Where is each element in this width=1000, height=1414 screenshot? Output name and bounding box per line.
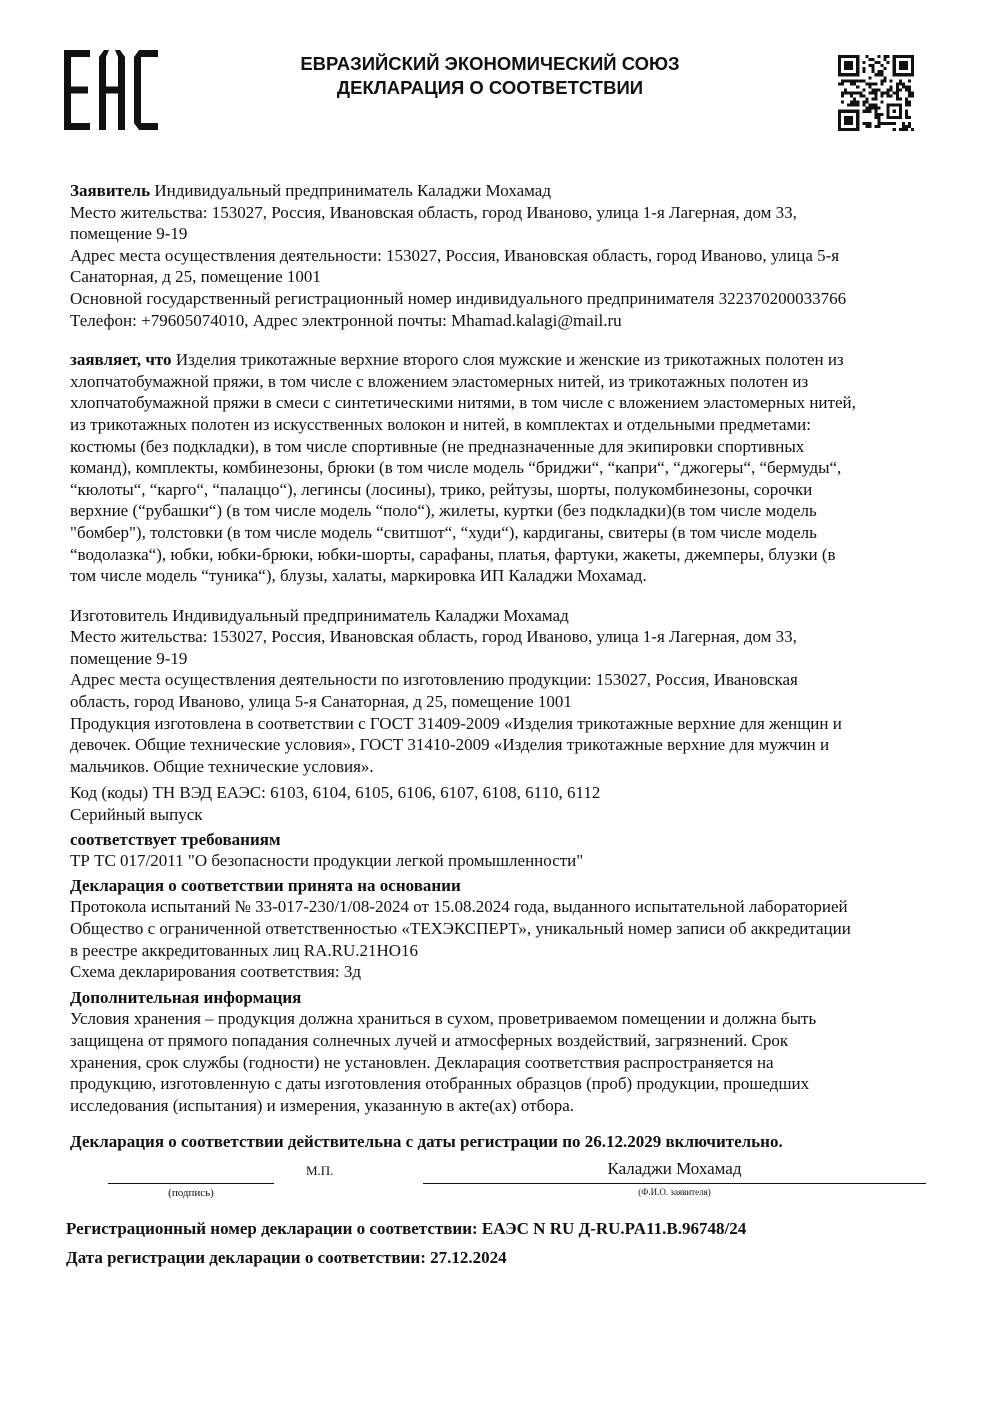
header-titles: [200, 52, 780, 100]
text-line: защищена от прямого попадания солнечных лучей и атмосферных воздействий, загрязнений. Срок: [70, 1030, 789, 1050]
codes-section: [70, 782, 930, 825]
text-line: Санаторная, д 25, помещение 1001: [70, 267, 321, 287]
text-line: Место жительства: 153027, Россия, Ивановская область, город Иваново, улица 1-я Лагерная, дом 33,: [70, 627, 797, 647]
text-line: верхние (“рубашки“) (в том числе модель “поло“), жилеты, куртки (без подкладки)(в том числе модель: [70, 501, 817, 521]
applicant-label: Заявитель: [70, 181, 151, 200]
text-line: помещение 9-19: [70, 224, 188, 244]
text-line: Изготовитель Индивидуальный предприниматель Каладжи Мохамад: [70, 605, 569, 625]
signatory-name: Каладжи Мохамад: [607, 1159, 742, 1178]
text-line: в реестре аккредитованных лиц RA.RU.21НО16: [70, 940, 419, 960]
text-line: помещение 9-19: [70, 648, 188, 668]
text-line: Протокола испытаний № 33-017-230/1/08-2024 от 15.08.2024 года, выданного испытательной лабораторией: [70, 897, 848, 917]
manufacturer-section: [70, 605, 930, 778]
validity-statement: Декларация о соответствии действительна с даты регистрации по 26.12.2029 включительно.: [70, 1132, 783, 1151]
requirements-section: [70, 829, 930, 872]
text-line: хлопчатобумажной пряжи в смеси с синтетическими нитями, в том числе с вложением эластомерных нитей,: [70, 393, 856, 413]
seal-placeholder: М.П.: [306, 1163, 334, 1178]
declaration-body: [70, 180, 930, 1116]
union-title: ЕВРАЗИЙСКИЙ ЭКОНОМИЧЕСКИЙ СОЮЗ: [300, 53, 680, 74]
text-line: Основной государственный регистрационный номер индивидуального предпринимателя 322370200033766: [70, 288, 847, 308]
text-line: хлопчатобумажной пряжи, в том числе с вложением эластомерных нитей, из трикотажных полотен из: [70, 371, 809, 391]
text-line: хранения, срок службы (годности) не установлен. Декларация соответствия распространяется на: [70, 1052, 774, 1072]
additional-info-section: [70, 987, 930, 1117]
requirements-label: соответствует требованиям: [70, 829, 281, 849]
signature-caption: (подпись): [168, 1187, 214, 1199]
qr-code: [838, 55, 914, 131]
additional-info-label: Дополнительная информация: [70, 987, 302, 1007]
fio-line: [423, 1183, 926, 1184]
basis-section: [70, 875, 930, 983]
product-description-start: Изделия трикотажные верхние второго слоя мужские и женские из трикотажных полотен из: [171, 350, 844, 370]
text-line: область, город Иваново, улица 5-я Санаторная, д 25, помещение 1001: [70, 692, 572, 712]
registration-date: Дата регистрации декларации о соответствии: 27.12.2024: [66, 1248, 507, 1267]
text-line: "бомбер"), толстовки (в том числе модель “свитшот“, “худи“), кардиганы, свитеры (в том числе модель: [70, 522, 817, 542]
eac-logo: [64, 50, 158, 130]
text-line: Продукция изготовлена в соответствии с ГОСТ 31409-2009 «Изделия трикотажные верхние для женщин и: [70, 713, 842, 733]
signature-line: [108, 1183, 274, 1184]
text-line: костюмы (без подкладки), в том числе спортивные (не предназначенные для экипировки спортивных: [70, 436, 805, 456]
text-line: Адрес места осуществления деятельности по изготовлению продукции: 153027, Россия, Ивановская: [70, 670, 798, 690]
text-line: команд), комплекты, комбинезоны, брюки (в том числе модель “бриджи“, “капри“, “джогеры“, “бермуды“,: [70, 458, 842, 478]
text-line: девочек. Общие технические условия», ГОСТ 31410-2009 «Изделия трикотажные верхние для мужчин и: [70, 735, 830, 755]
fio-caption: (Ф.И.О. заявителя): [638, 1187, 711, 1197]
text-line: исследования (испытания) и измерения, указанную в акте(ах) отбора.: [70, 1095, 575, 1115]
requirements-value: ТР ТС 017/2011 "О безопасности продукции легкой промышленности": [70, 851, 584, 871]
text-line: Общество с ограниченной ответственностью «ТЕХЭКСПЕРТ», уникальный номер записи об аккредитации: [70, 919, 851, 938]
text-line: “кюлоты“, “карго“, “палаццо“), легинсы (лосины), трико, рейтузы, шорты, полукомбинезоны, сорочки: [70, 479, 813, 499]
basis-label: Декларация о соответствии принята на основании: [70, 875, 461, 895]
text-line: том числе модель “туника“), блузы, халаты, маркировка ИП Каладжи Мохамад.: [70, 566, 647, 586]
text-line: из трикотажных полотен из искусственных волокон и нитей, в комплектах и отдельными предметами:: [70, 414, 811, 434]
text-line: Схема декларирования соответствия: 3д: [70, 962, 361, 982]
text-line: Адрес места осуществления деятельности: 153027, Россия, Ивановская область, город Иваново, улица 5-я: [70, 245, 840, 265]
document-title: ДЕКЛАРАЦИЯ О СООТВЕТСТВИИ: [336, 77, 644, 98]
applicant-section: [70, 180, 930, 331]
serial-production: Серийный выпуск: [70, 805, 203, 825]
applicant-heading-line: [70, 180, 930, 202]
text-line: “водолазка“), юбки, юбки-брюки, юбки-шорты, сарафаны, платья, фартуки, жакеты, джемперы, блузки (в: [70, 544, 836, 564]
declares-label: заявляет, что: [70, 350, 172, 370]
text-line: продукцию, изготовленную с даты изготовления отобранных образцов (проб) продукции, прошедших: [70, 1074, 810, 1094]
text-line: Место жительства: 153027, Россия, Ивановская область, город Иваново, улица 1-я Лагерная, дом 33,: [70, 202, 797, 222]
text-line: мальчиков. Общие технические условия».: [70, 756, 374, 776]
declaration-first-line: [70, 349, 930, 371]
applicant-name: Индивидуальный предприниматель Каладжи Мохамад: [150, 181, 551, 200]
product-declaration-section: [70, 349, 930, 587]
registration-number: Регистрационный номер декларации о соответствии: ЕАЭС N RU Д-RU.PA11.B.96748/24: [66, 1219, 747, 1238]
tnved-codes: Код (коды) ТН ВЭД ЕАЭС: 6103, 6104, 6105, 6106, 6107, 6108, 6110, 6112: [70, 783, 601, 803]
text-line: Условия хранения – продукция должна храниться в сухом, проветриваемом помещении и должна быть: [70, 1009, 817, 1029]
text-line: Телефон: +79605074010, Адрес электронной почты: Mhamad.kalagi@mail.ru: [70, 310, 622, 330]
